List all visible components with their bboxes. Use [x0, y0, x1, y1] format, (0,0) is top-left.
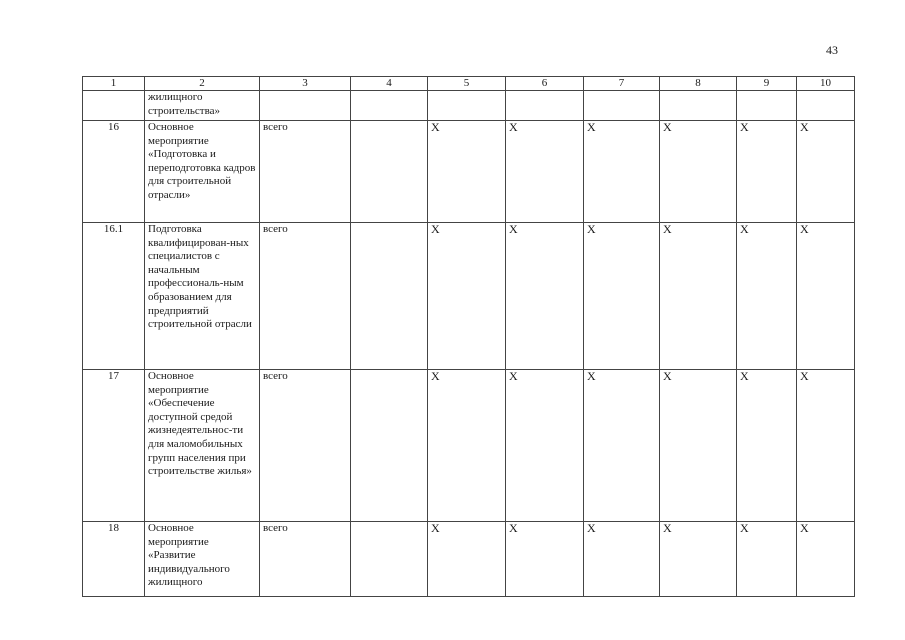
page-number: 43: [826, 43, 838, 57]
table-row: [83, 91, 855, 121]
row-col4: [351, 370, 428, 522]
row-source: [260, 91, 351, 121]
row-number: 16.1: [83, 223, 145, 370]
row-mark-8: Х: [660, 370, 737, 522]
col-header-5: 5: [428, 77, 506, 91]
row-mark-9: [737, 91, 797, 121]
row-mark-8: Х: [660, 223, 737, 370]
row-col4: [351, 223, 428, 370]
row-mark-9: Х: [737, 522, 797, 597]
row-number: 16: [83, 121, 145, 223]
row-name: жилищного строительства»: [145, 91, 260, 121]
row-mark-6: Х: [506, 121, 584, 223]
row-name: Подготовка квалифицирован-ных специалистов с начальным профессиональ-ным образованием для предприятий строительной отрасли: [145, 223, 260, 370]
row-name: Основное мероприятие «Подготовка и переподготовка кадров для строительной отрасли»: [145, 121, 260, 223]
col-header-8: 8: [660, 77, 737, 91]
row-col4: [351, 522, 428, 597]
row-mark-6: [506, 91, 584, 121]
row-mark-5: Х: [428, 522, 506, 597]
row-mark-5: Х: [428, 370, 506, 522]
row-mark-8: Х: [660, 522, 737, 597]
row-source: всего: [260, 121, 351, 223]
row-mark-10: Х: [797, 522, 855, 597]
budget-table: [82, 76, 855, 597]
row-mark-5: Х: [428, 223, 506, 370]
table-row: [83, 522, 855, 597]
row-mark-10: Х: [797, 223, 855, 370]
row-mark-8: Х: [660, 121, 737, 223]
row-col4: [351, 121, 428, 223]
row-mark-9: Х: [737, 223, 797, 370]
header-row: [83, 77, 855, 91]
col-header-6: 6: [506, 77, 584, 91]
row-mark-7: Х: [584, 370, 660, 522]
row-mark-5: Х: [428, 121, 506, 223]
row-mark-7: [584, 91, 660, 121]
col-header-9: 9: [737, 77, 797, 91]
row-name: Основное мероприятие «Обеспечение доступной средой жизнедеятельнос-ти для маломобильных групп населения при строительстве жилья»: [145, 370, 260, 522]
row-name: Основное мероприятие «Развитие индивидуального жилищного: [145, 522, 260, 597]
row-number: [83, 91, 145, 121]
row-mark-8: [660, 91, 737, 121]
table-row: [83, 223, 855, 370]
col-header-7: 7: [584, 77, 660, 91]
row-source: всего: [260, 223, 351, 370]
table-row: [83, 370, 855, 522]
row-mark-6: Х: [506, 370, 584, 522]
row-mark-7: Х: [584, 121, 660, 223]
row-mark-10: Х: [797, 370, 855, 522]
row-mark-7: Х: [584, 522, 660, 597]
col-header-1: 1: [83, 77, 145, 91]
row-source: всего: [260, 522, 351, 597]
row-mark-10: Х: [797, 121, 855, 223]
table-row: [83, 121, 855, 223]
col-header-10: 10: [797, 77, 855, 91]
row-mark-7: Х: [584, 223, 660, 370]
col-header-2: 2: [145, 77, 260, 91]
row-number: 18: [83, 522, 145, 597]
col-header-4: 4: [351, 77, 428, 91]
col-header-3: 3: [260, 77, 351, 91]
row-mark-5: [428, 91, 506, 121]
row-mark-10: [797, 91, 855, 121]
row-mark-9: Х: [737, 121, 797, 223]
row-number: 17: [83, 370, 145, 522]
row-col4: [351, 91, 428, 121]
row-mark-9: Х: [737, 370, 797, 522]
row-mark-6: Х: [506, 223, 584, 370]
row-source: всего: [260, 370, 351, 522]
row-mark-6: Х: [506, 522, 584, 597]
